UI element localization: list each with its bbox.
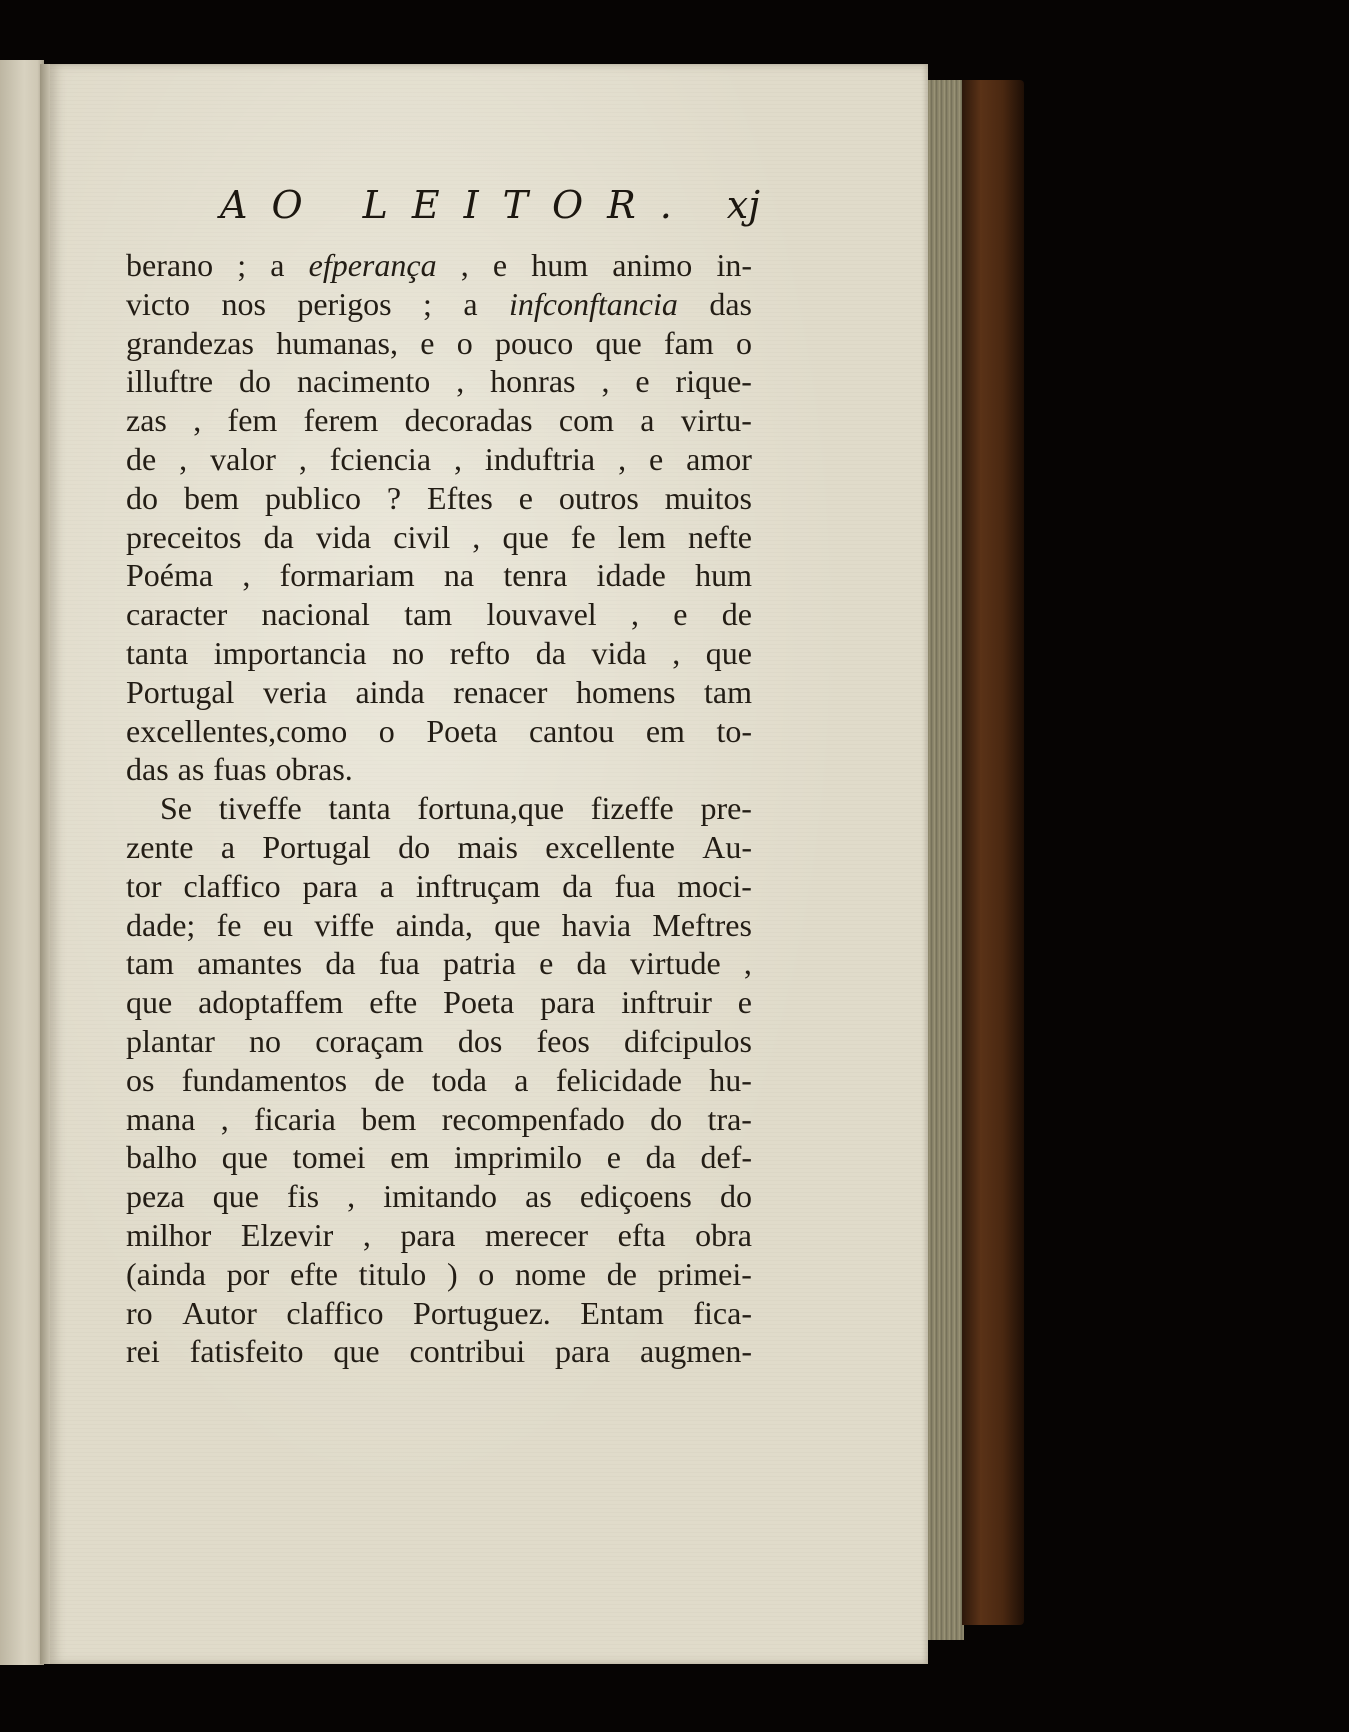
word: do: [239, 363, 272, 400]
word: tomei: [292, 1139, 366, 1176]
word: Poeta: [426, 712, 498, 749]
word: homens: [575, 673, 676, 710]
word: rique-: [675, 363, 752, 400]
word: tanta: [328, 790, 391, 827]
word: fe: [216, 906, 242, 943]
word: para: [400, 1216, 456, 1253]
word: victo: [126, 285, 190, 322]
text-line: [126, 1255, 752, 1294]
text-line: [126, 1294, 752, 1333]
word: felicidade: [555, 1061, 682, 1098]
word: e: [420, 324, 435, 361]
word: para: [540, 984, 596, 1021]
word: tenra: [503, 557, 568, 594]
word: para: [302, 867, 358, 904]
word: a: [640, 402, 655, 439]
text-line: [126, 1216, 752, 1255]
word: Elzevir: [240, 1216, 334, 1253]
word: grandezas: [126, 324, 254, 361]
word: nacimento: [296, 363, 431, 400]
text-line: [126, 479, 752, 518]
word: excellente: [545, 828, 675, 865]
word: nacional: [261, 596, 370, 633]
word: de: [721, 596, 752, 633]
word: que: [333, 1333, 380, 1370]
word: imitando: [383, 1178, 498, 1215]
word: da: [562, 867, 593, 904]
word: recompenfado: [441, 1100, 625, 1137]
word: feos: [536, 1022, 590, 1059]
word: ,: [220, 1100, 229, 1137]
word: coraçam: [315, 1022, 424, 1059]
word: tanta: [126, 634, 189, 671]
word: pouco: [495, 324, 574, 361]
running-head: [220, 183, 760, 235]
word: fortuna,que: [417, 790, 565, 827]
word: humanas,: [276, 324, 398, 361]
word: publico: [264, 479, 361, 516]
word: ,: [460, 247, 469, 283]
word: renacer: [453, 673, 548, 710]
word: fua: [614, 867, 656, 904]
word: fatisfeito: [189, 1333, 304, 1370]
word: ferem: [303, 402, 379, 439]
text-line: [126, 750, 752, 789]
text-line: [126, 440, 752, 479]
word: tra-: [707, 1100, 752, 1137]
word: caracter: [126, 596, 228, 633]
word: ,: [456, 363, 465, 400]
word: rei: [126, 1333, 160, 1370]
word: peza: [126, 1178, 185, 1215]
word: preceitos: [126, 518, 242, 555]
word: lem: [617, 518, 666, 555]
word: virtu-: [680, 402, 752, 439]
text-line: [126, 324, 752, 363]
word: in-: [716, 247, 752, 283]
word: importancia: [213, 634, 367, 671]
word: to-: [716, 712, 752, 749]
word: tor: [126, 867, 162, 904]
text-line: [126, 789, 752, 828]
word: de: [126, 440, 157, 477]
word: e: [673, 596, 688, 633]
word: Eftes: [427, 479, 493, 516]
word: ,: [630, 596, 639, 633]
word: balho: [126, 1139, 198, 1176]
text-line: [126, 1177, 752, 1216]
body-text: [126, 246, 752, 1371]
word: de: [606, 1255, 637, 1292]
text-line: [126, 1332, 752, 1371]
word: inftruçam: [415, 867, 541, 904]
word: ainda,: [395, 906, 473, 943]
word: e: [539, 945, 554, 982]
italic-word: efperança: [308, 247, 437, 283]
word: excellentes,como: [126, 712, 348, 749]
page-edges: [928, 80, 964, 1640]
word: eu: [262, 906, 294, 943]
text-line: [126, 1022, 752, 1061]
word: Autor: [182, 1294, 257, 1331]
word: ): [446, 1255, 458, 1292]
word: a: [220, 828, 236, 865]
word: da: [535, 634, 566, 671]
word: outros: [558, 479, 639, 516]
word: fciencia: [329, 440, 432, 477]
word: moci-: [677, 867, 752, 904]
word: a: [463, 285, 478, 322]
word: da: [645, 1139, 676, 1176]
word: claffico: [286, 1294, 384, 1331]
word: Poéma: [126, 557, 214, 594]
word: ,: [672, 634, 681, 671]
word: fuas: [213, 751, 267, 788]
word: do: [398, 828, 431, 865]
word: berano: [126, 247, 214, 283]
word: refto: [449, 634, 511, 671]
word: honras: [490, 363, 576, 400]
word: tiveffe: [218, 790, 302, 827]
text-line: [126, 246, 752, 285]
word: por: [226, 1255, 270, 1292]
page-number: xj: [726, 183, 760, 227]
word: vida: [316, 518, 372, 555]
word: que: [212, 1178, 259, 1215]
word: idade: [596, 557, 666, 594]
word: zente: [126, 828, 194, 865]
leather-cover-board: [962, 80, 1024, 1625]
word: da: [263, 518, 294, 555]
word: que: [494, 906, 541, 943]
word: toda: [431, 1061, 487, 1098]
word: que: [221, 1139, 268, 1176]
word: hu-: [709, 1061, 752, 1098]
word: o: [378, 712, 395, 749]
word: do: [650, 1100, 683, 1137]
text-line: [126, 401, 752, 440]
word: fundamentos: [181, 1061, 348, 1098]
word: bem: [361, 1100, 417, 1137]
running-head-title: AO LEITOR.: [220, 183, 696, 227]
word: Au-: [702, 828, 752, 865]
word: cantou: [528, 712, 615, 749]
italic-word: infconftancia: [509, 285, 678, 322]
word: ro: [126, 1294, 153, 1331]
word: ;: [237, 247, 247, 283]
word: efta: [617, 1216, 666, 1253]
text-line: [126, 556, 752, 595]
text-line: [126, 595, 752, 634]
word: titulo: [358, 1255, 427, 1292]
word: adoptaffem: [198, 984, 344, 1021]
word: plantar: [126, 1022, 215, 1059]
word: obra: [695, 1216, 752, 1253]
text-line: [126, 983, 752, 1022]
word: augmen-: [640, 1333, 752, 1370]
word: ficaria: [254, 1100, 336, 1137]
word: ;: [423, 285, 432, 322]
word: amor: [686, 440, 752, 477]
word: induftria: [484, 440, 596, 477]
word: que: [502, 518, 549, 555]
text-line: [126, 1138, 752, 1177]
word: civil: [393, 518, 451, 555]
word: ,: [242, 557, 251, 594]
word: louvavel: [486, 596, 597, 633]
word: illuftre: [126, 363, 214, 400]
word: tam: [404, 596, 453, 633]
word: ,: [472, 518, 481, 555]
word: animo: [612, 247, 693, 283]
text-line: [126, 518, 752, 557]
word: dade;: [126, 906, 196, 943]
text-line: [126, 634, 752, 673]
word: perigos: [297, 285, 392, 322]
word: o: [456, 324, 473, 361]
word: as: [177, 751, 205, 788]
word: amantes: [197, 945, 303, 982]
text-line: [126, 944, 752, 983]
word: pre-: [700, 790, 752, 827]
word: Poeta: [443, 984, 515, 1021]
word: veria: [262, 673, 327, 710]
word: milhor: [126, 1216, 212, 1253]
word: das: [126, 751, 169, 788]
word: vida: [591, 634, 647, 671]
text-line: [126, 1061, 752, 1100]
word: fem: [227, 402, 278, 439]
word: tam: [126, 945, 174, 982]
text-line: [126, 828, 752, 867]
text-line: [126, 712, 752, 751]
word: ediçoens: [579, 1178, 692, 1215]
word: zas: [126, 402, 167, 439]
word: efte: [290, 1255, 338, 1292]
word: e: [635, 363, 650, 400]
word: da: [576, 945, 607, 982]
word: do: [126, 479, 158, 516]
word: fica-: [693, 1294, 752, 1331]
word: hum: [695, 557, 752, 594]
word: (ainda: [126, 1255, 206, 1292]
word: difcipulos: [623, 1022, 752, 1059]
word: com: [558, 402, 614, 439]
word: def-: [700, 1139, 752, 1176]
word: ,: [298, 440, 307, 477]
word: e: [737, 984, 752, 1021]
word: bem: [183, 479, 240, 516]
word: muitos: [664, 479, 752, 516]
word: a: [514, 1061, 529, 1098]
word: e: [492, 247, 508, 283]
word: patria: [442, 945, 516, 982]
word: ?: [386, 479, 402, 516]
word: Se: [160, 790, 192, 827]
word: Portuguez.: [413, 1294, 551, 1331]
word: ainda: [355, 673, 425, 710]
word: a: [270, 247, 285, 283]
word: ,: [453, 440, 462, 477]
word: do: [719, 1178, 752, 1215]
word: obras.: [275, 751, 353, 788]
word: havia: [561, 906, 632, 943]
word: ,: [362, 1216, 371, 1253]
word: ,: [193, 402, 202, 439]
word: ,: [618, 440, 627, 477]
left-page-edge: [0, 60, 44, 1665]
word: nos: [221, 285, 266, 322]
word: claffico: [183, 867, 281, 904]
word: as: [525, 1178, 552, 1215]
word: e: [606, 1139, 621, 1176]
word: virtude: [630, 945, 721, 982]
word: em: [390, 1139, 430, 1176]
word: que: [595, 324, 642, 361]
word: Portugal: [262, 828, 371, 865]
word: na: [443, 557, 475, 594]
word: ,: [601, 363, 610, 400]
word: que: [126, 984, 173, 1021]
word: fua: [378, 945, 420, 982]
word: o: [736, 324, 752, 361]
word: da: [325, 945, 356, 982]
text-line: [126, 1100, 752, 1139]
text-line: [126, 906, 752, 945]
text-line: [126, 362, 752, 401]
word: que: [705, 634, 752, 671]
text-line: [126, 673, 752, 712]
word: fam: [663, 324, 714, 361]
word: a: [379, 867, 394, 904]
word: tam: [704, 673, 752, 710]
word: ,: [179, 440, 188, 477]
word: inftruir: [621, 984, 712, 1021]
word: viffe: [314, 906, 375, 943]
word: fe: [570, 518, 596, 555]
word: valor: [210, 440, 276, 477]
word: imprimilo: [454, 1139, 583, 1176]
word: merecer: [485, 1216, 589, 1253]
word: mais: [457, 828, 518, 865]
word: Entam: [580, 1294, 664, 1331]
word: nome: [515, 1255, 587, 1292]
word: Portugal: [126, 673, 235, 710]
word: fizeffe: [590, 790, 674, 827]
word: contribui: [409, 1333, 526, 1370]
word: formariam: [279, 557, 415, 594]
word: das: [709, 285, 752, 322]
word: de: [374, 1061, 405, 1098]
word: mana: [126, 1100, 196, 1137]
word: ,: [347, 1178, 356, 1215]
word: os: [126, 1061, 155, 1098]
word: hum: [531, 247, 589, 283]
word: Meftres: [652, 906, 752, 943]
word: efte: [369, 984, 418, 1021]
word: dos: [457, 1022, 503, 1059]
text-line: [126, 867, 752, 906]
word: ,: [743, 945, 752, 982]
word: para: [555, 1333, 611, 1370]
word: decoradas: [404, 402, 533, 439]
word: no: [249, 1022, 282, 1059]
word: primei-: [657, 1255, 752, 1292]
text-line: [126, 285, 752, 324]
word: nefte: [687, 518, 752, 555]
word: e: [649, 440, 664, 477]
word: o: [478, 1255, 495, 1292]
word: fis: [287, 1178, 320, 1215]
word: e: [518, 479, 533, 516]
word: em: [645, 712, 685, 749]
word: no: [392, 634, 425, 671]
